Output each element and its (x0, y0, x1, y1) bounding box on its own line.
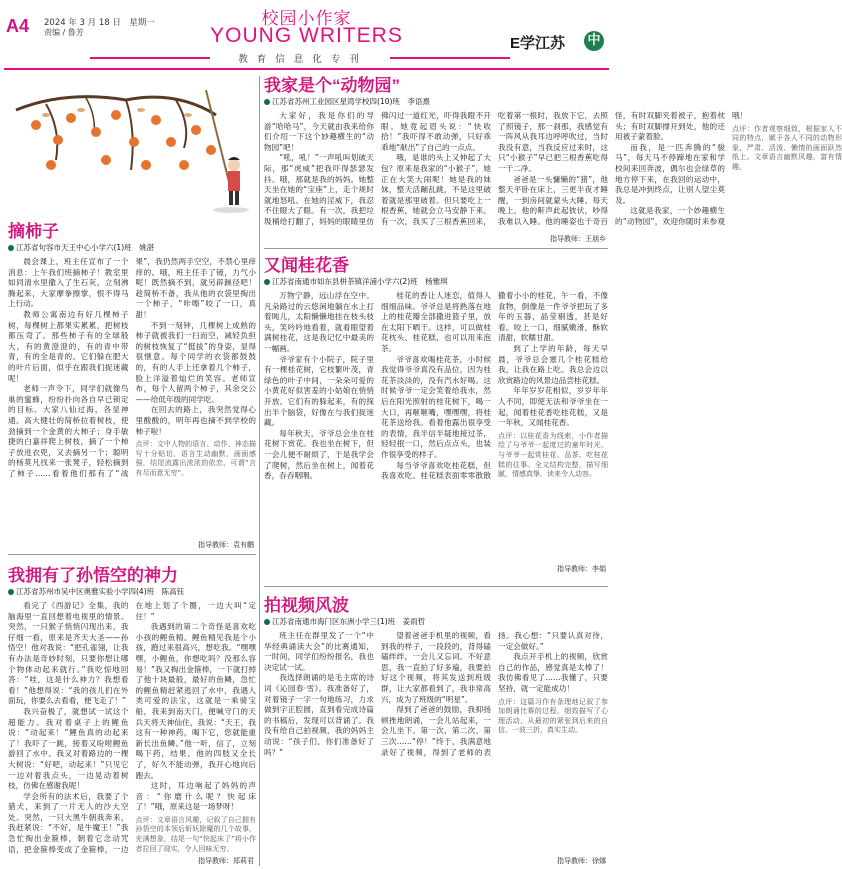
article-zoo (264, 76, 842, 244)
divider (8, 554, 256, 555)
article-title: 又闻桂花香 (264, 256, 349, 275)
persimmon-tree-icon (6, 70, 256, 220)
editor-credit: 责编 / 鲁芳 (44, 28, 84, 37)
article-teacher: 指导教师：王朋乡 (550, 235, 606, 243)
article-sun-wukong (8, 566, 256, 866)
article-title: 我拥有了孙悟空的神力 (8, 566, 178, 585)
column-subtitle: YOUNG WRITERS (210, 24, 403, 47)
article-comment: 点评：这篇习作有条理地记叙了参加朗诵比赛的过程，细致描写了心理活动，从最初的紧张到后来的自信，一波三折，真实生动。 (498, 697, 608, 735)
bullet-icon (8, 245, 14, 251)
article-title: 摘柿子 (8, 222, 59, 241)
article-teacher: 指导教师：李娟 (557, 565, 606, 573)
divider (259, 76, 260, 866)
article-teacher: 指导教师：徐娜 (557, 857, 606, 865)
divider (264, 248, 608, 249)
article-teacher: 指导教师：袁有鹏 (198, 541, 254, 549)
article-byline: 江苏省苏州市吴中区奥雅实验小学四(4)班 陈高钰 (8, 587, 256, 597)
tagline-bar (90, 51, 510, 65)
article-body: 晨会课上，班主任宣布了一个消息：上午我们班摘柿子！教室里如同清水里撒入了生石灰，立刻沸腾起来，大家摩拳擦掌，恨不得马上行动。 教师公寓南边有好几棵柿子树，每棵树上都果实累累，把树枝都压弯了。那些柿子有的全球般大，有的黄澄澄的，有的青中带青，有的全是青的。它们躲在肥大的叶片后面，似乎在跟我们捉迷藏呢！ 老师一声令下，同学们就像鸟巢的蜜蜂，纷纷扑向各自早已锁定的目标。大家八仙过海，各显神通。高大健壮的简桥拉着树枝，使劲摘到一个金黄的大柿子；身手敏捷的白嘉祥爬上树枝，摘了一个柿子放进衣兜，又去摘另一个；聪明的杨莫凡找来一张凳子，轻松摘到了柿子……看着他们那有了“战果”，我仍然两手空空，不禁心里痒痒的。哦，班主任手了镜，力气小呢！既然摘不到，就另辟蹊径吧！趁简桥不备，我从他的衣袋里掏出一个柿子，“咔嚓”咬了一口，真甜！ 不到一刻钟，几棵树上成熟的柿子就被我们一扫而空，减轻负担的树枝恢复了“挺拔”的身姿，显得很惬意。每个同学的衣袋都鼓鼓的，有的人手上还拿着几个柿子，脸上洋溢着灿烂的笑容。老师宣布，每个人留两个柿子，其余交公——给低年级的同学吃。 在回去的路上，我突然觉得心里酸酸的，明年再也摘不到学校的柿子啦！ 点评：文中人物的语言、动作、神态描写十分贴切，语言生动幽默，画面感强，结尾流露出浓浓的依恋，可谓“言有尽而意无穷”。 (8, 257, 256, 478)
article-byline: 江苏省南通市如东县栟茶镇洋浦小学六(2)班 杨雅琪 (264, 277, 608, 287)
issue-date: 2024 年 3 月 18 日 星期一 (44, 18, 155, 28)
article-livestream (264, 596, 608, 866)
tagline: 教 育 信 息 化 专 刊 (238, 54, 362, 65)
bullet-icon (264, 279, 270, 285)
column-title: 校园小作家 (261, 9, 352, 29)
article-title: 我家是个“动物园” (264, 76, 400, 95)
article-body: 大家好，我是你们的导游“哈哈马”，今天就由我来给你们介绍一下这个妙趣横生的“动物园”吧！ “吼，吼！”一声吼叫划破天际，那“虎威”把我吓得瑟瑟发抖。哦，那就是我的妈妈。她整天坐在她的“宝座”上，走个规时就地怒吼。在她的淫威下，我忍不住瞪大了眼。有一次，我把垃圾桶给打翻了，妈妈的眼睛里仿佛闪过一道红光，吓得我瞪不开眼。她竟起眉头说：“快收拾！”我吓得不敢动弹，只好乖乖地“献出”了自己的一点点。 哦，是谁的头上又伸起了大包？原来是我家的“小猴子”，她正在大笑大闹呢！她是我的妹妹，整天活蹦乱跳，不是这里破着就是那里破着。但只要吃上一根香蕉，她就会立马安静下来。有一次，我买了三根香蕉回来，吃着第一根时，我放下它，去照了照镜子，那一刹那，我感觉有一阵风从我耳边呼呼吹过，当时我没有意，当我反应过来时，这只“小猴子”早已把三根香蕉吃得一干二净。 爸爸是一头慵懒的“猪”，他整天平卧在床上，三更半夜才睡醒，一到房间就蒙头大睡。每天晚上，他的鼾声此起彼伏，吵得我难以入睡。他的睡姿也千奇百怪，有时双脚夹着被子，抱着枕头；有时双脚撑开到处，他的还用被子蒙着脸。 而我，是一匹奔腾的“骏马”，每天马不停蹄地在家和学校间来回奔波，偶尔也会绿草的地方停下来，在我回的运动中，我总是冲到终点，让别人望尘莫及。 这就是我家，一个妙趣横生的“动物园”，欢迎你随时来参观哦！ 点评：作者观察细致，根据家人不同的特点，赋予各人不同的动物形象，严肃、活泼、懒惰的画面跃然纸上。文章语言幽默风趣，富有情趣。 (264, 111, 842, 226)
persimmon-illustration (6, 70, 256, 220)
article-byline: 江苏省南通市海门区东洲小学三(1)班 姜雨哲 (264, 617, 608, 627)
bullet-icon (264, 99, 270, 105)
article-comment: 点评：文章语言风趣，记叙了自己拥有孙悟空的本领后斩妖除魔的几个故事，充满想象，结尾一句“快起床了”将小作者拉回了现实，令人回味无穷。 (135, 815, 256, 853)
brand-name: E学江苏 (510, 35, 566, 52)
article-body: 看完了《西游记》全集，我的脑海里一直回想着电视里的情景。突然，一只猴子悄悄闪现出来，我仔细一看，原来是齐天大圣——孙悟空！他对我说：“把孔雀翎，让我有办法是奇妙时刻，只要你想让哪个物体动起来就行。”我吃惊地回答：“哇，这是什么神力？我想看看！”他想得说：“我的孩儿们在外面玩，你要么去看看，便飞走了！” 我兴奋极了，就想试一试这个超能力。我对着桌子上的鲤鱼说：“动起来！”鲤鱼真的动起来了！我吓了一跳，接着又吩咐鲤鱼游回了水中。我又对着路边的一棵大树说：“好吧，动起来！”只见它一边对着我点头，一边晃动着树枝，仿佛在感谢我呢！ 学会所有的法术后，我要了个猎犬，来到了一片无人的沙大空处。突然，一只大黑牛朝我奔来，我赶紧说：“不好，是牛魔王！”我急忙掏出金箍棒，朝着它念动咒语，把金箍棒变成了金箍棒，一边在地上划了个圈，一边大叫“定住！” 我遇到的第二个奇怪是喜欢吃小孩的鲤鱼精。鲤鱼精见我是个小孩，跑过来很高兴，想吃我。“嘿嘿嘿，小鲤鱼，你想吃吗？没那么容易！”我又掏出金箍棒，一下就打掉了他十块最般，最好的鱼鳞，急忙的鲤鱼精赶紧逃回了水中，我遇人类可爱的法宝，这就是一乘骑宝船，我来到南天门，便喊守门的天兵天将天神仙住，我说：“天王，我这有一种神药，喝下它，您就能重新长出鱼鳞。”他一听，信了，立刻喝下药，结果，他的四肢又全长了，好久不能动弹，我开心地向后跑去。 这时，耳边响起了妈妈的声音：“你磨什么呢？快起床了！”哦，原来这是一场梦呀！ 点评：文章语言风趣，记叙了自己拥有孙悟空的本领后斩妖除魔的几个故事，充满想象，结尾一句“快起床了”将小作者拉回了现实，令人回味无穷。 (8, 601, 256, 854)
page-number: A4 (6, 16, 30, 36)
article-osmanthus (264, 256, 608, 574)
article-body: 万物宁静，远山浮在空中。凡朵路过的云悠闲地躺在水上打着盹儿，太阳懒懒地挂在枝头枝头，笑吟吟地看着，就看眼望着满树桂花，这是我记忆中最美的一幅画。 爷爷家有个小院子，院子里有一棵桂花树，它枝繁叶茂，青绿色的叶子中间，一朵朵可爱的小黄花好似害羞的小姑娘在悄悄开放。它们有的躲起来，有的探出半个脑袋，好像在与我们捉迷藏。 每年秋天，爷爷总会坐在桂花树下赏花。我也坐在树下，但一会儿便不耐烦了，于是我学会了爬树，然后坐在树上，闻着花香，吞吞咽咽。 桂花的香让人迷恋，值得人细细品味。爷爷总是将熟落在地上的桂花瓣全部撒进篮子里，放在太阳下晒干。这样，可以做桂花枕头、桂花糕，也可以用来泡茶。 爷爷喜欢喝桂花茶，小时候我觉得爷爷真没有品位，因为桂花茶淡淡的，没有汽水好喝。这时候爷爷一定会笑着给我水，然后在阳光照射的桂花树下，喝一大口，再咂咂嘴，嘿嘿嘿，将桂花茶送给我。看着他露出很享受的表情，我半信半疑地接过茶，轻轻抿一口，然后点点头，也装作很享受的样子。 每当爷爷喜欢吃桂花糕，但我喜欢吃。桂花糕表面零零散散撒着小小的桂花，午一看，不像食物，倒像是一件爷爷把玩了多年的玉器，晶莹剔透，甚是好看。咬上一口，细腻嫩滑，酥软清甜，软糯甘甜。 到了上学的年龄，每天早晨，爷爷总会塞几个桂花糕给我，让我在路上吃。我总会边以欣赏路边的风景边品尝桂花糕。 年年岁岁花相似，岁岁年年人不同，即使无法和爷爷坐在一起，闻着桂花香吃桂花糕，又是一年秋，又闻桂花香。 点评：以桂花香为线索，小作者描绘了与爷爷一起度过的童年时光，与爷爷一起赏桂花、品茶、吃桂花糕的往事。全文结构完整，描写细腻，情感真挚，读来令人动容。 (264, 291, 608, 481)
page-header (0, 0, 613, 72)
article-persimmon (8, 222, 256, 550)
article-byline: 江苏省句容市天王中心小学六(1)班 姚湛 (8, 243, 256, 253)
article-teacher: 指导教师：郑莉君 (198, 857, 254, 865)
article-title: 拍视频风波 (264, 596, 349, 615)
bullet-icon (8, 589, 14, 595)
article-comment: 点评：以桂花香为线索，小作者描绘了与爷爷一起度过的童年时光，与爷爷一起赏桂花、品茶、吃桂花糕的往事。全文结构完整，描写细腻，情感真挚，读来令人动容。 (498, 431, 608, 479)
article-byline: 江苏省苏州工业园区星湾学校四(10)班 李语熹 (264, 97, 608, 107)
article-comment: 点评：作者观察细致，根据家人不同的特点，赋予各人不同的动物形象，严肃、活泼、懒惰的画面跃然纸上。文章语言幽默风趣，富有情趣。 (732, 124, 842, 171)
article-comment: 点评：文中人物的语言、动作、神态描写十分贴切，语言生动幽默，画面感强，结尾流露出浓浓的依恋，可谓“言有尽而意无穷”。 (135, 440, 256, 477)
divider (264, 586, 608, 587)
bullet-icon (264, 619, 270, 625)
brand-logo-icon: 中 (584, 31, 604, 51)
article-body: 班主任在群里发了一个“中华经典诵读大会”的比赛通知，一时间，同学们纷纷报名，我也决定试一试。 我选择朗诵的是毛主席的诗词《沁园春·雪》。我准备好了，对着镜子一字一句地练习，力求做到字正腔圆，直到看完成诗篇的书稿后，发现可以背诵了。我没有给自己拍视频，我的妈妈主动说：“孩子们，你们准备好了吗？” 望着爸爸手机里的视频，看到我的样子，一段段的，背得磕磕绊绊，一会儿又忘词。不好意思，我一直拍了好多遍，我要拍好这个视频，将其发送到班级群，让大家都看到了，我非常高兴，成为了班级的“明星”。 得到了爸爸的鼓励，我抑扬顿挫地朗诵，一会儿站起来，一会儿坐下。第一次、第二次、第三次……“停！”终于，我满意地录好了视频，得到了老师的表扬。我心想：“只要认真对待，一定会做好。” 我点开手机上的视频，欣赏自己的作品，感觉真是太棒了！我仿佛看见了……我懂了，只要坚持，就一定能成功！ 点评：这篇习作有条理地记叙了参加朗诵比赛的过程，细致描写了心理活动，从最初的紧张到后来的自信，一波三折，真实生动。 (264, 631, 608, 757)
